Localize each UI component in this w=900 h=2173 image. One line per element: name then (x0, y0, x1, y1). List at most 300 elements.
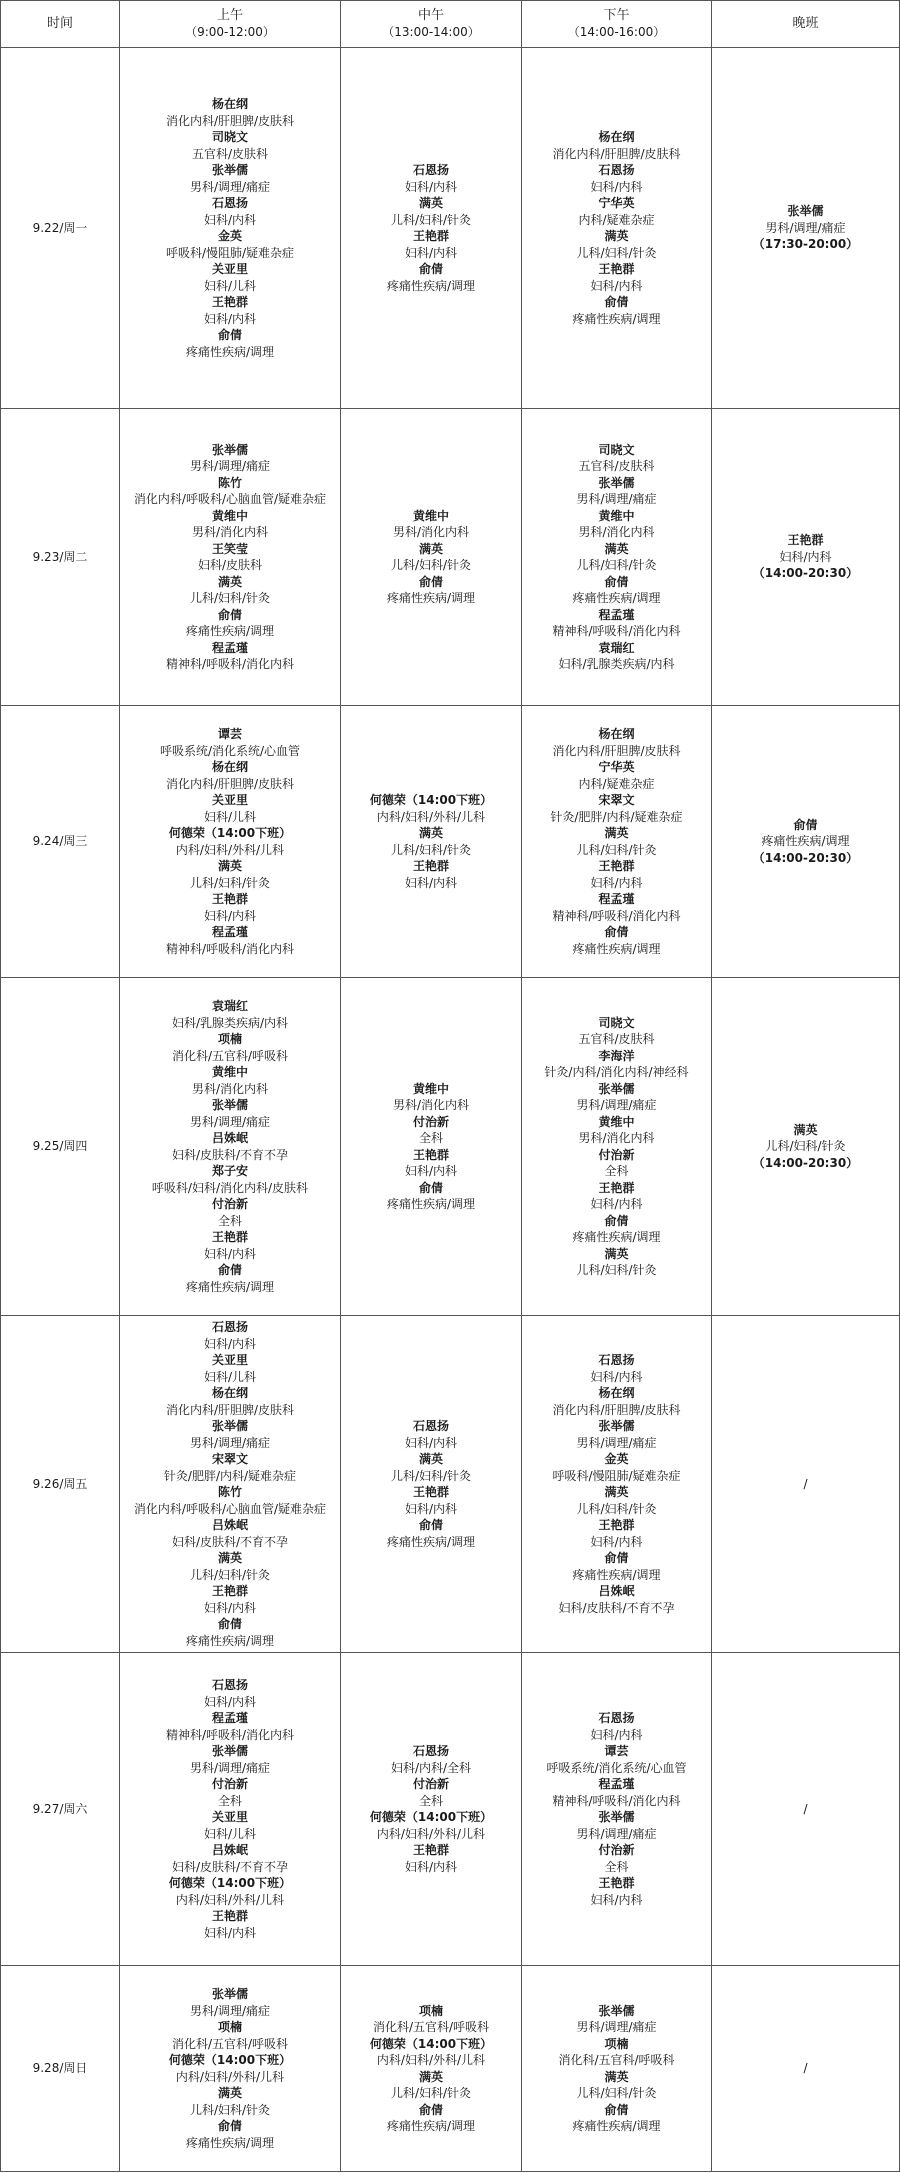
doctor-name: 俞倩 (604, 1213, 629, 1228)
morning-cell (120, 1966, 341, 2172)
doctor-name: 王艳群 (598, 262, 635, 276)
doctor-specialty: 儿科/妇科/针灸 (390, 212, 472, 227)
doctor-specialty: 男科/调理/痛症 (189, 1435, 271, 1450)
doctor-specialty: 妇科/内科 (590, 1369, 643, 1384)
doctor-name: 黄维中 (598, 508, 635, 523)
doctor-name: 俞倩 (418, 1180, 443, 1195)
header-afternoon-time: （14:00-16:00） (567, 25, 666, 39)
doctor-specialty: 男科/调理/痛症 (576, 1826, 657, 1841)
doctor-specialty: 消化科/五官科/呼吸科 (558, 2053, 675, 2067)
schedule-row (1, 1316, 900, 1653)
doctor-specialty: 消化科/五官科/呼吸科 (171, 1048, 289, 1063)
doctor-name: 俞倩 (217, 607, 242, 622)
doctor-specialty: 妇科/内科 (590, 278, 643, 293)
doctor-specialty: 妇科/儿科 (203, 1369, 257, 1384)
evening-shift-time: （14:00-20:30） (752, 1155, 859, 1170)
doctor-specialty: 精神科/呼吸科/消化内科 (552, 624, 681, 638)
doctor-name: 王艳群 (211, 1584, 248, 1598)
doctor-specialty: 儿科/妇科/针灸 (189, 591, 271, 605)
doctor-name: 张举儒 (598, 1810, 635, 1824)
doctor-name: 满英 (418, 541, 443, 556)
doctor-name: 王艳群 (412, 859, 449, 873)
doctor-name: 程孟瑾 (211, 640, 248, 655)
doctor-specialty: 男科/调理/痛症 (189, 2003, 271, 2018)
doctor-specialty: 妇科/儿科 (203, 278, 257, 293)
noon-cell (341, 1966, 522, 2172)
evening-doctor-name: 俞倩 (793, 817, 818, 832)
doctor-name: 满英 (604, 1246, 629, 1261)
doctor-name: 司晓文 (211, 130, 248, 144)
doctor-name: 付治新 (211, 1197, 248, 1211)
doctor-specialty: 消化内科/肝胆脾/皮肤科 (552, 146, 681, 161)
doctor-specialty: 疼痛性疾病/调理 (386, 1197, 476, 1211)
doctor-name: 俞倩 (418, 262, 443, 276)
doctor-specialty: 消化内科/呼吸科/心脑血管/疑难杂症 (133, 492, 327, 506)
doctor-name: 谭芸 (217, 727, 242, 741)
evening-cell (712, 48, 900, 409)
doctor-name: 俞倩 (217, 2119, 242, 2133)
doctor-specialty: 妇科/内科 (590, 1197, 643, 1211)
doctor-name: 杨在纲 (211, 97, 248, 111)
doctor-specialty: 妇科/内科 (404, 1501, 458, 1516)
doctor-name: 满英 (418, 1452, 443, 1466)
doctor-name: 俞倩 (418, 574, 443, 589)
doctor-specialty: 消化内科/肝胆脾/皮肤科 (165, 776, 295, 791)
doctor-specialty: 男科/调理/痛症 (189, 179, 271, 194)
doctor-specialty: 儿科/妇科/针灸 (189, 875, 271, 890)
schedule-row (1, 1653, 900, 1966)
doctor-name: 宁华英 (598, 760, 635, 774)
doctor-specialty: 儿科/妇科/针灸 (576, 245, 657, 260)
doctor-specialty: 呼吸系统/消化系统/心血管 (159, 743, 301, 758)
doctor-specialty: 妇科/儿科 (203, 1826, 257, 1841)
doctor-specialty: 妇科/内科 (203, 212, 257, 227)
doctor-specialty: 疼痛性疾病/调理 (185, 624, 275, 638)
doctor-specialty: 男科/调理/痛症 (189, 1114, 271, 1129)
doctor-specialty: 妇科/内科 (203, 908, 257, 923)
doctor-specialty: 五官科/皮肤科 (191, 146, 269, 161)
doctor-name: 石恩扬 (211, 1320, 248, 1334)
doctor-name: 张举儒 (211, 1744, 248, 1758)
doctor-specialty: 疼痛性疾病/调理 (572, 591, 661, 605)
noon-cell (341, 409, 522, 706)
doctor-name: 吕姝岷 (598, 1584, 635, 1598)
doctor-name: 关亚里 (211, 262, 248, 276)
evening-cell (712, 409, 900, 706)
doctor-name: 项楠 (217, 1032, 242, 1046)
doctor-name: 金英 (604, 1452, 629, 1466)
doctor-specialty: 男科/调理/痛症 (189, 1760, 271, 1775)
doctor-specialty: 儿科/妇科/针灸 (576, 1501, 657, 1516)
doctor-specialty: 男科/调理/痛症 (576, 492, 657, 506)
doctor-specialty: 消化内科/肝胆脾/皮肤科 (165, 1402, 295, 1417)
doctor-specialty: 疼痛性疾病/调理 (572, 311, 661, 326)
doctor-specialty: 全科 (604, 1164, 629, 1178)
evening-cell (712, 1653, 900, 1966)
doctor-name: 何德荣（14:00下班） (168, 2053, 292, 2067)
doctor-specialty: 呼吸科/慢阻肺/疑难杂症 (552, 1468, 681, 1483)
noon-cell (341, 978, 522, 1316)
schedule-row (1, 1966, 900, 2172)
doctor-name: 王艳群 (598, 1180, 635, 1195)
doctor-specialty: 全科 (418, 1131, 443, 1145)
doctor-specialty: 消化内科/呼吸科/心脑血管/疑难杂症 (133, 1501, 327, 1516)
doctor-specialty: 儿科/妇科/针灸 (576, 558, 657, 572)
doctor-name: 吕姝岷 (211, 1131, 248, 1145)
doctor-specialty: 内科/妇科/外科/儿科 (376, 2053, 486, 2067)
morning-cell (120, 706, 341, 978)
afternoon-cell (522, 1316, 712, 1653)
doctor-name: 付治新 (598, 1843, 635, 1857)
doctor-specialty: 男科/消化内科 (191, 525, 269, 539)
doctor-specialty: 疼痛性疾病/调理 (386, 278, 476, 293)
noon-cell (341, 706, 522, 978)
evening-cell (712, 1316, 900, 1653)
schedule-row (1, 706, 900, 978)
doctor-specialty: 妇科/内科 (404, 179, 458, 194)
noon-cell (341, 1316, 522, 1653)
header-evening: 晚班 (712, 1, 900, 48)
doctor-name: 袁瑞红 (211, 999, 248, 1013)
doctor-specialty: 妇科/内科 (404, 875, 458, 890)
doctor-name: 关亚里 (211, 1353, 248, 1367)
doctor-name: 张举儒 (211, 1419, 248, 1433)
evening-doctor-name: / (803, 2061, 808, 2076)
doctor-specialty: 儿科/妇科/针灸 (390, 842, 472, 857)
doctor-specialty: 全科 (217, 1793, 242, 1808)
doctor-name: 关亚里 (211, 1810, 248, 1824)
doctor-specialty: 妇科/儿科 (203, 809, 257, 824)
doctor-specialty: 妇科/内科 (203, 311, 257, 326)
doctor-name: 何德荣（14:00下班） (168, 826, 292, 840)
doctor-specialty: 内科/妇科/外科/儿科 (175, 842, 285, 857)
doctor-specialty: 消化内科/肝胆脾/皮肤科 (552, 1402, 681, 1417)
doctor-name: 杨在纲 (598, 727, 635, 741)
doctor-name: 杨在纲 (211, 1386, 248, 1400)
doctor-specialty: 全科 (418, 1793, 443, 1808)
doctor-name: 俞倩 (604, 925, 629, 939)
doctor-specialty: 儿科/妇科/针灸 (390, 558, 472, 572)
doctor-specialty: 男科/调理/痛症 (576, 2020, 657, 2034)
doctor-specialty: 疼痛性疾病/调理 (386, 1534, 476, 1549)
morning-cell (120, 48, 341, 409)
doctor-specialty: 儿科/妇科/针灸 (576, 2086, 657, 2100)
doctor-name: 石恩扬 (598, 1353, 635, 1367)
evening-shift-time: （14:00-20:30） (752, 850, 859, 865)
doctor-specialty: 妇科/内科 (203, 1246, 257, 1261)
doctor-name: 王艳群 (598, 1518, 635, 1532)
doctor-name: 项楠 (217, 2020, 242, 2034)
doctor-name: 满英 (604, 2069, 629, 2084)
doctor-name: 石恩扬 (412, 163, 449, 177)
doctor-specialty: 疼痛性疾病/调理 (386, 591, 476, 605)
doctor-name: 满英 (418, 196, 443, 210)
doctor-name: 金英 (217, 229, 242, 243)
doctor-specialty: 儿科/妇科/针灸 (390, 1468, 472, 1483)
doctor-name: 程孟瑾 (211, 1711, 248, 1725)
doctor-name: 陈竹 (217, 475, 242, 490)
doctor-name: 张举儒 (598, 1081, 635, 1096)
date-cell: 9.25/周四 (1, 978, 120, 1316)
morning-cell (120, 409, 341, 706)
header-morning-time: （9:00-12:00） (185, 25, 275, 39)
header-time: 时间 (1, 1, 120, 48)
doctor-specialty: 五官科/皮肤科 (578, 459, 655, 473)
doctor-name: 黄维中 (211, 508, 248, 523)
date-cell: 9.24/周三 (1, 706, 120, 978)
doctor-specialty: 精神科/呼吸科/消化内科 (552, 908, 681, 923)
doctor-name: 王艳群 (211, 892, 248, 906)
header-noon-time: （13:00-14:00） (382, 25, 480, 39)
doctor-specialty: 儿科/妇科/针灸 (189, 1567, 271, 1582)
doctor-specialty: 儿科/妇科/针灸 (576, 842, 657, 857)
doctor-specialty: 疼痛性疾病/调理 (185, 2135, 275, 2150)
doctor-specialty: 消化内科/肝胆脾/皮肤科 (552, 743, 681, 758)
doctor-specialty: 妇科/内科 (203, 1600, 257, 1615)
doctor-specialty: 妇科/内科 (404, 1435, 458, 1450)
doctor-name: 俞倩 (604, 574, 629, 589)
doctor-specialty: 妇科/皮肤科/不育不孕 (171, 1147, 289, 1162)
doctor-specialty: 妇科/内科 (404, 1164, 458, 1178)
doctor-specialty: 全科 (217, 1213, 242, 1228)
doctor-name: 满英 (418, 2069, 443, 2084)
doctor-name: 司晓文 (598, 442, 635, 457)
schedule-row (1, 48, 900, 409)
doctor-name: 何德荣（14:00下班） (168, 1876, 292, 1890)
afternoon-cell (522, 409, 712, 706)
doctor-specialty: 妇科/内科 (203, 1694, 257, 1709)
doctor-name: 李海洋 (598, 1048, 635, 1063)
doctor-name: 满英 (217, 1551, 242, 1565)
doctor-name: 张举儒 (598, 2003, 635, 2018)
doctor-name: 满英 (217, 574, 242, 589)
doctor-specialty: 内科/疑难杂症 (578, 212, 655, 227)
doctor-name: 俞倩 (604, 2102, 629, 2117)
doctor-specialty: 妇科/内科 (590, 1534, 643, 1549)
doctor-name: 石恩扬 (211, 196, 248, 210)
doctor-specialty: 精神科/呼吸科/消化内科 (165, 941, 295, 956)
doctor-name: 黄维中 (412, 508, 449, 523)
doctor-specialty: 精神科/呼吸科/消化内科 (165, 1727, 295, 1742)
doctor-name: 张举儒 (598, 475, 635, 490)
doctor-specialty: 消化内科/肝胆脾/皮肤科 (165, 113, 295, 128)
doctor-name: 何德荣（14:00下班） (369, 2036, 493, 2051)
date-cell: 9.26/周五 (1, 1316, 120, 1653)
doctor-specialty: 疼痛性疾病/调理 (572, 1567, 661, 1582)
doctor-specialty: 男科/消化内科 (578, 1131, 655, 1145)
schedule-row (1, 978, 900, 1316)
doctor-name: 王艳群 (412, 1843, 449, 1857)
doctor-name: 王艳群 (598, 1876, 635, 1890)
date-cell: 9.27/周六 (1, 1653, 120, 1966)
doctor-specialty: 内科/妇科/外科/儿科 (376, 809, 486, 824)
date-cell: 9.28/周日 (1, 1966, 120, 2172)
doctor-specialty: 妇科/皮肤科 (197, 558, 263, 572)
doctor-specialty: 儿科/妇科/针灸 (576, 1263, 657, 1277)
afternoon-cell (522, 48, 712, 409)
doctor-specialty: 男科/调理/痛症 (189, 459, 271, 473)
doctor-name: 王艳群 (412, 1485, 449, 1499)
doctor-specialty: 妇科/内科 (203, 1925, 257, 1940)
doctor-specialty: 疼痛性疾病/调理 (386, 2119, 476, 2133)
doctor-name: 杨在纲 (211, 760, 248, 774)
doctor-name: 俞倩 (217, 328, 242, 342)
doctor-name: 谭芸 (604, 1744, 629, 1758)
doctor-name: 满英 (217, 859, 242, 873)
doctor-name: 吕姝岷 (211, 1518, 248, 1532)
afternoon-cell (522, 978, 712, 1316)
doctor-specialty: 疼痛性疾病/调理 (185, 1633, 275, 1648)
doctor-name: 付治新 (412, 1777, 449, 1791)
doctor-specialty: 针灸/内科/消化内科/神经科 (544, 1065, 689, 1079)
doctor-name: 满英 (604, 541, 629, 556)
doctor-name: 付治新 (211, 1777, 248, 1791)
doctor-name: 项楠 (418, 2003, 443, 2018)
doctor-specialty: 内科/妇科/外科/儿科 (376, 1826, 486, 1841)
doctor-specialty: 男科/消化内科 (392, 525, 470, 539)
doctor-specialty: 疼痛性疾病/调理 (185, 1279, 275, 1294)
doctor-name: 杨在纲 (598, 130, 635, 144)
noon-cell (341, 48, 522, 409)
doctor-name: 项楠 (604, 2036, 629, 2051)
doctor-name: 俞倩 (418, 2102, 443, 2117)
doctor-name: 满英 (604, 826, 629, 840)
evening-doctor-specialty: 男科/调理/痛症 (765, 220, 846, 235)
doctor-name: 石恩扬 (211, 1678, 248, 1692)
doctor-specialty: 疼痛性疾病/调理 (572, 941, 661, 956)
afternoon-cell (522, 706, 712, 978)
date-cell: 9.22/周一 (1, 48, 120, 409)
doctor-name: 满英 (217, 2086, 242, 2100)
evening-cell (712, 706, 900, 978)
doctor-name: 程孟瑾 (598, 607, 635, 622)
doctor-specialty: 男科/调理/痛症 (576, 1098, 657, 1112)
doctor-specialty: 妇科/乳腺类疾病/内科 (558, 657, 675, 671)
date-cell: 9.23/周二 (1, 409, 120, 706)
doctor-name: 王艳群 (211, 1230, 248, 1244)
doctor-specialty: 疼痛性疾病/调理 (185, 344, 275, 359)
doctor-specialty: 内科/妇科/外科/儿科 (175, 2069, 285, 2084)
doctor-specialty: 妇科/皮肤科/不育不孕 (558, 1600, 675, 1615)
schedule-body (1, 48, 900, 2172)
evening-doctor-specialty: 疼痛性疾病/调理 (761, 834, 850, 849)
evening-cell (712, 978, 900, 1316)
evening-doctor-name: / (803, 1801, 808, 1816)
doctor-specialty: 妇科/乳腺类疾病/内科 (171, 1015, 289, 1030)
doctor-name: 满英 (418, 826, 443, 840)
doctor-specialty: 精神科/呼吸科/消化内科 (165, 657, 295, 671)
evening-doctor-name: 张举儒 (787, 204, 824, 219)
doctor-specialty: 消化科/五官科/呼吸科 (171, 2036, 289, 2051)
noon-cell (341, 1653, 522, 1966)
doctor-name: 石恩扬 (598, 163, 635, 177)
doctor-name: 俞倩 (217, 1263, 242, 1277)
doctor-specialty: 呼吸系统/消化系统/心血管 (546, 1760, 687, 1775)
doctor-name: 宋翠文 (211, 1452, 248, 1466)
doctor-name: 黄维中 (598, 1114, 635, 1129)
doctor-name: 俞倩 (604, 1551, 629, 1565)
doctor-specialty: 妇科/内科/全科 (390, 1760, 472, 1775)
doctor-specialty: 妇科/内科 (203, 1336, 257, 1351)
doctor-name: 俞倩 (217, 1617, 242, 1631)
doctor-name: 石恩扬 (412, 1419, 449, 1433)
evening-doctor-specialty: 儿科/妇科/针灸 (765, 1139, 846, 1154)
doctor-name: 付治新 (598, 1147, 635, 1162)
doctor-name: 宁华英 (598, 196, 635, 210)
doctor-name: 王笑莹 (211, 541, 248, 556)
doctor-specialty: 男科/消化内科 (392, 1098, 470, 1112)
doctor-name: 石恩扬 (412, 1744, 449, 1758)
doctor-name: 程孟瑾 (598, 1777, 635, 1791)
doctor-specialty: 疼痛性疾病/调理 (572, 2119, 661, 2133)
header-row (1, 1, 900, 48)
evening-doctor-name: 王艳群 (787, 533, 824, 548)
evening-shift-time: （14:00-20:30） (752, 566, 859, 581)
schedule-row (1, 409, 900, 706)
doctor-name: 宋翠文 (598, 793, 635, 807)
doctor-specialty: 全科 (604, 1859, 629, 1874)
evening-doctor-name: / (803, 1476, 808, 1491)
doctor-specialty: 男科/消化内科 (578, 525, 655, 539)
doctor-specialty: 内科/妇科/外科/儿科 (175, 1892, 285, 1907)
doctor-name: 王艳群 (598, 859, 635, 873)
doctor-name: 司晓文 (598, 1015, 635, 1030)
doctor-name: 张举儒 (598, 1419, 635, 1433)
doctor-name: 王艳群 (412, 1147, 449, 1162)
doctor-specialty: 男科/调理/痛症 (576, 1435, 657, 1450)
doctor-specialty: 呼吸科/慢阻肺/疑难杂症 (165, 245, 295, 260)
doctor-specialty: 五官科/皮肤科 (578, 1032, 655, 1046)
doctor-name: 王艳群 (211, 1909, 248, 1923)
afternoon-cell (522, 1653, 712, 1966)
evening-doctor-name: 满英 (793, 1122, 818, 1137)
doctor-specialty: 妇科/内科 (590, 1892, 643, 1907)
doctor-specialty: 针灸/肥胖/内科/疑难杂症 (163, 1468, 297, 1483)
doctor-name: 何德荣（14:00下班） (369, 793, 493, 807)
evening-cell (712, 1966, 900, 2172)
doctor-specialty: 针灸/肥胖/内科/疑难杂症 (550, 809, 683, 824)
doctor-name: 张举儒 (211, 163, 248, 177)
doctor-name: 王艳群 (412, 229, 449, 243)
doctor-specialty: 妇科/内科 (590, 875, 643, 890)
doctor-name: 郑子安 (211, 1164, 248, 1178)
doctor-name: 满英 (604, 1485, 629, 1499)
morning-cell (120, 1653, 341, 1966)
morning-cell (120, 978, 341, 1316)
doctor-specialty: 儿科/妇科/针灸 (390, 2086, 472, 2100)
doctor-name: 黄维中 (412, 1081, 449, 1096)
doctor-specialty: 精神科/呼吸科/消化内科 (552, 1793, 681, 1808)
doctor-name: 满英 (604, 229, 629, 243)
doctor-specialty: 妇科/内科 (590, 1727, 643, 1742)
morning-cell (120, 1316, 341, 1653)
evening-shift-time: （17:30-20:00） (752, 237, 859, 252)
doctor-specialty: 妇科/皮肤科/不育不孕 (171, 1859, 289, 1874)
header-noon: 中午 （13:00-14:00） (341, 1, 522, 48)
doctor-specialty: 疼痛性疾病/调理 (572, 1230, 661, 1244)
doctor-name: 何德荣（14:00下班） (369, 1810, 493, 1824)
doctor-name: 程孟瑾 (211, 925, 248, 939)
doctor-name: 张举儒 (211, 1987, 248, 2001)
header-afternoon: 下午 （14:00-16:00） (522, 1, 712, 48)
doctor-name: 俞倩 (418, 1518, 443, 1532)
doctor-name: 吕姝岷 (211, 1843, 248, 1857)
doctor-specialty: 妇科/皮肤科/不育不孕 (171, 1534, 289, 1549)
doctor-specialty: 儿科/妇科/针灸 (189, 2102, 271, 2117)
doctor-specialty: 男科/消化内科 (191, 1081, 269, 1096)
doctor-name: 张举儒 (211, 442, 248, 457)
doctor-name: 石恩扬 (598, 1711, 635, 1725)
